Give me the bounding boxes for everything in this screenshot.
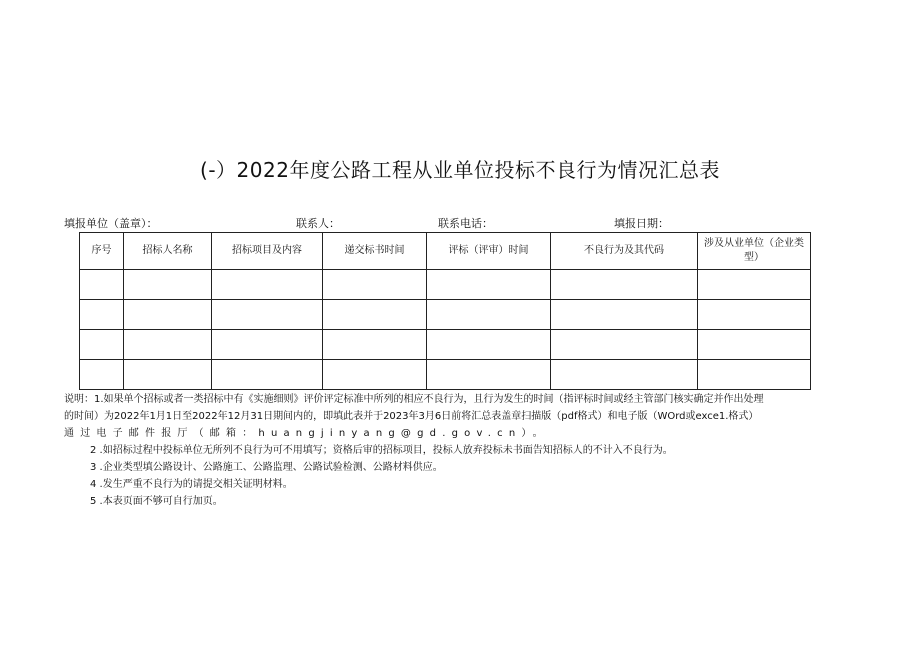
note-item-5: 5 .本表页面不够可自行加页。 [90, 496, 223, 507]
table-cell [427, 360, 551, 390]
table-cell [323, 330, 427, 360]
table-cell [212, 330, 323, 360]
summary-table [79, 232, 811, 390]
table-cell [698, 300, 811, 330]
table-cell [323, 270, 427, 300]
header-bid-submission-time: 递交标书时间 [323, 233, 427, 270]
filling-date-label: 填报日期： [614, 217, 669, 230]
note-item-3: 3 .企业类型填公路设计、公路施工、公路监理、公路试验检测、公路材料供应。 [90, 462, 443, 473]
notes-section [64, 391, 844, 510]
table-cell [124, 360, 212, 390]
page-title: (-）2022年度公路工程从业单位投标不良行为情况汇总表 [200, 158, 720, 182]
table-cell [212, 300, 323, 330]
table-row [80, 270, 811, 300]
table-cell [212, 270, 323, 300]
table-cell [80, 300, 124, 330]
table-cell [124, 300, 212, 330]
header-evaluation-time: 评标（评审）时间 [427, 233, 551, 270]
header-misconduct-code: 不良行为及其代码 [551, 233, 698, 270]
table-cell [698, 270, 811, 300]
table-cell [80, 360, 124, 390]
table-cell [212, 360, 323, 390]
table-cell [698, 330, 811, 360]
table-cell [551, 270, 698, 300]
header-project-content: 招标项目及内容 [212, 233, 323, 270]
table-row [80, 300, 811, 330]
note-item-4: 4 .发生严重不良行为的请提交相关证明材料。 [90, 479, 293, 490]
table-cell [323, 300, 427, 330]
note-line-1: 说明：1.如果单个招标或者一类招标中有《实施细则》评价评定标准中所列的相应不良行为，且行为发生的时间（指评标时间或经主管部门核实确定并作出处理 [64, 394, 764, 405]
table-cell [698, 360, 811, 390]
contact-phone-label: 联系电话： [438, 217, 493, 230]
table-cell [551, 360, 698, 390]
note-line-2: 的时间）为2022年1月1日至2022年12月31日期间内的，即填此表并于2023年3月6日前将汇总表盖章扫描版（pdf格式）和电子版（WOrd或exce1.格式） [64, 411, 759, 422]
table-cell [80, 330, 124, 360]
note-line-3: 通过电子邮件报厅（邮箱：huangjinyang@gd.gov.cn）。 [64, 428, 549, 439]
table-header-row [80, 233, 811, 270]
table-cell [80, 270, 124, 300]
table-cell [124, 330, 212, 360]
note-item-2: 2 .如招标过程中投标单位无所列不良行为可不用填写；资格后审的招标项目，投标人放弃投标未书面告知招标人的不计入不良行为。 [90, 445, 673, 456]
filling-unit-label: 填报单位（盖章）： [64, 217, 158, 230]
table-cell [427, 300, 551, 330]
header-tenderer-name: 招标人名称 [124, 233, 212, 270]
table-row [80, 330, 811, 360]
table-row [80, 360, 811, 390]
table-cell [323, 360, 427, 390]
table-cell [427, 270, 551, 300]
table-cell [427, 330, 551, 360]
table-cell [551, 300, 698, 330]
contact-person-label: 联系人： [296, 217, 340, 230]
form-header-fields [0, 215, 920, 231]
table-cell [124, 270, 212, 300]
header-involved-unit: 涉及从业单位（企业类型） [698, 233, 811, 270]
table-cell [551, 330, 698, 360]
header-seq: 序号 [80, 233, 124, 270]
